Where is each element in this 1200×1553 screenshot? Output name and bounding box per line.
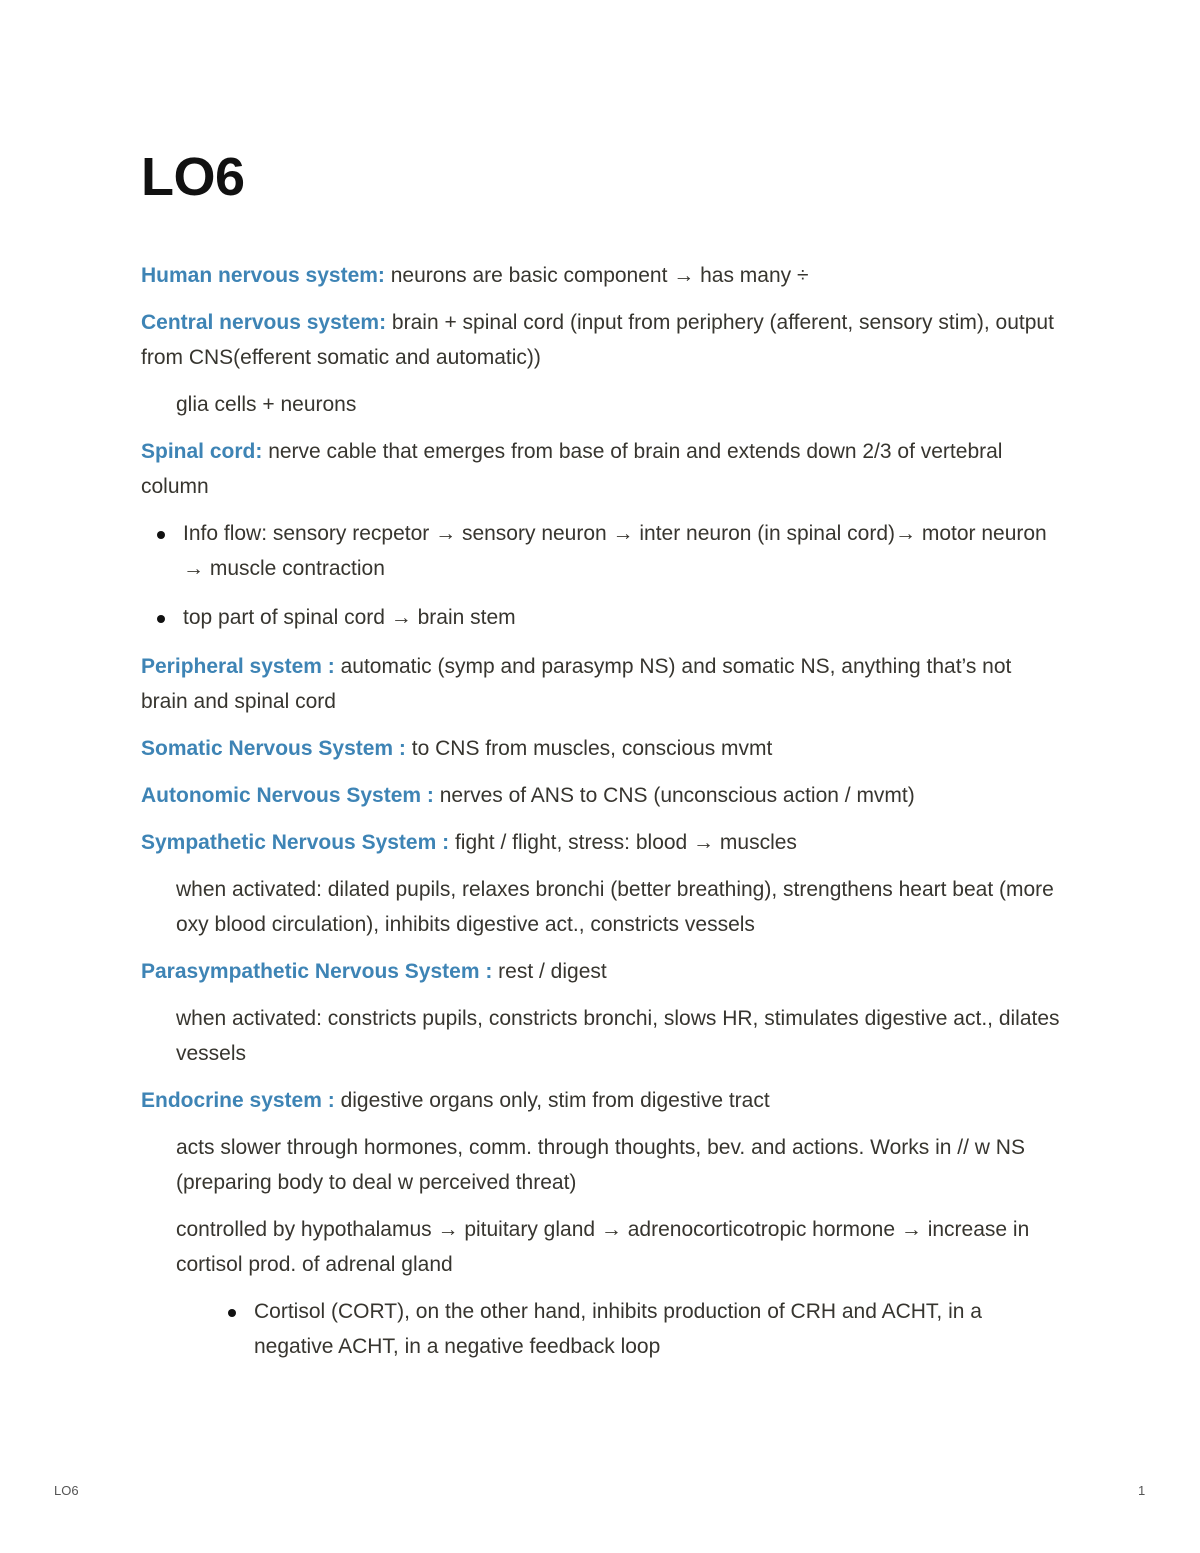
term-label: Parasympathetic Nervous System : [141, 960, 493, 983]
term-description: rest / digest [492, 960, 607, 983]
list-item-text: Cortisol (CORT), on the other hand, inhibits production of CRH and ACHT, in a negative ACHT, in a negative feedback loop [254, 1300, 982, 1358]
bullet-icon [157, 615, 165, 623]
bullet-icon [228, 1309, 236, 1317]
paragraph-central-nervous-system [141, 305, 1061, 375]
paragraph-somatic-nervous-system [141, 731, 1061, 766]
term-label: Somatic Nervous System : [141, 737, 406, 760]
list-item-text: Info flow: sensory recpetor → sensory neuron → inter neuron (in spinal cord)→ motor neuron → muscle contraction [183, 522, 1047, 580]
term-label: Endocrine system : [141, 1089, 335, 1112]
list-item [141, 600, 1061, 635]
document-body [141, 258, 1061, 1378]
bullet-icon [157, 531, 165, 539]
indented-note: acts slower through hormones, comm. through thoughts, bev. and actions. Works in // w NS (preparing body to deal w perceived threat) [176, 1136, 1025, 1194]
spinal-cord-bullet-list [141, 516, 1061, 635]
term-label: Central nervous system: [141, 311, 387, 334]
term-description: to CNS from muscles, conscious mvmt [405, 737, 773, 760]
list-item [141, 516, 1061, 586]
paragraph-spinal-cord [141, 434, 1061, 504]
list-item-text: top part of spinal cord → brain stem [183, 606, 516, 629]
indented-note: when activated: dilated pupils, relaxes bronchi (better breathing), strengthens heart beat (more oxy blood circulation), inhibits digestive act., constricts vessels [176, 878, 1054, 936]
term-description: neurons are basic component → has many ÷ [384, 264, 809, 287]
term-description: nerve cable that emerges from base of brain and extends down 2/3 of vertebral column [141, 440, 1003, 498]
term-description: nerves of ANS to CNS (unconscious action / mvmt) [433, 784, 915, 807]
paragraph-endocrine-system [141, 1083, 1061, 1118]
list-item [212, 1294, 1061, 1364]
term-description: fight / flight, stress: blood → muscles [449, 831, 797, 854]
paragraph-autonomic-nervous-system [141, 778, 1061, 813]
term-description: automatic (symp and parasymp NS) and somatic NS, anything that’s not brain and spinal cord [141, 655, 1012, 713]
footer-document-title: LO6 [54, 1483, 79, 1498]
indented-note: glia cells + neurons [176, 393, 357, 416]
indented-note: controlled by hypothalamus → pituitary gland → adrenocorticotropic hormone → increase in cortisol prod. of adrenal gland [176, 1218, 1030, 1276]
cortisol-bullet-list [141, 1294, 1061, 1364]
paragraph-sympathetic-nervous-system [141, 825, 1061, 860]
paragraph-peripheral-system [141, 649, 1061, 719]
paragraph-human-nervous-system [141, 258, 1061, 293]
term-label: Spinal cord: [141, 440, 263, 463]
term-label: Autonomic Nervous System : [141, 784, 434, 807]
term-description: brain + spinal cord (input from periphery (afferent, sensory stim), output from CNS(efferent somatic and automatic)) [141, 311, 1054, 369]
footer-page-number: 1 [1138, 1483, 1146, 1498]
indented-note: when activated: constricts pupils, constricts bronchi, slows HR, stimulates digestive act., dilates vessels [176, 1007, 1060, 1065]
page-title: LO6 [141, 147, 245, 207]
term-label: Human nervous system: [141, 264, 385, 287]
term-description: digestive organs only, stim from digestive tract [334, 1089, 770, 1112]
term-label: Sympathetic Nervous System : [141, 831, 450, 854]
term-label: Peripheral system : [141, 655, 335, 678]
paragraph-parasympathetic-nervous-system [141, 954, 1061, 989]
